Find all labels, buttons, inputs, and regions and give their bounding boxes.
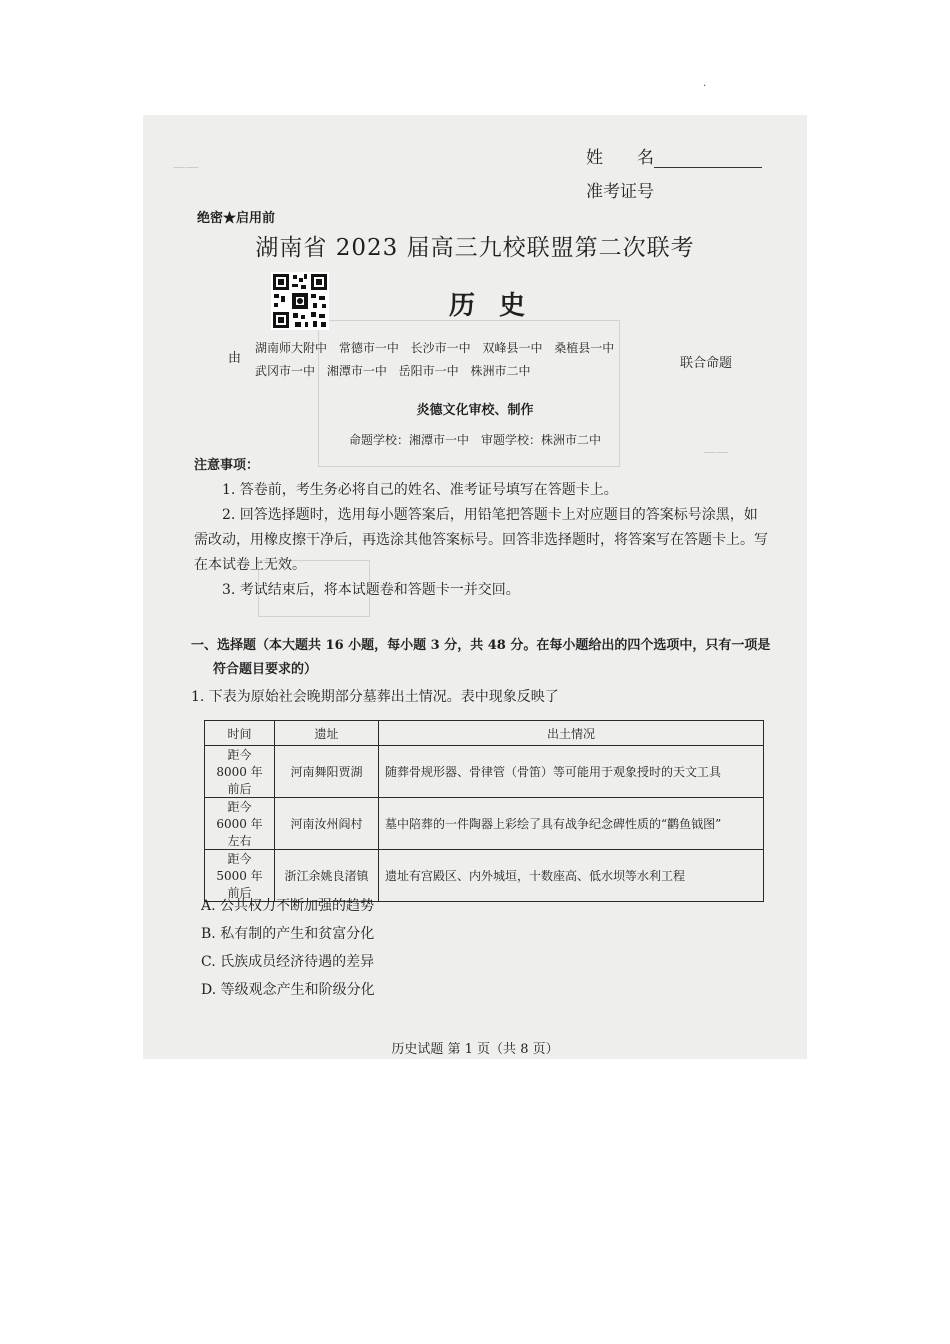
exam-page	[143, 115, 807, 1059]
school-list-line2: 武冈市一中 湘潭市一中 岳阳市一中 株洲市二中	[255, 364, 531, 378]
table-header-finds: 出土情况	[379, 721, 764, 746]
review-credit: 炎德文化审校、制作	[416, 403, 534, 418]
bleed-through-text: ——	[173, 160, 199, 175]
table-cell: 随葬骨规形器、骨律管（骨笛）等可能用于观象授时的天文工具	[379, 746, 764, 798]
subject-title: 历史	[449, 291, 550, 321]
qr-code-icon	[271, 272, 329, 330]
notice-item: 2. 回答选择题时，选用每小题答案后，用铅笔把答题卡上对应题目的答案标号涂黑，如需改动，用橡皮擦干净后，再选涂其他答案标号。回答非选择题时，将答案写在答题卡上。写在本试卷上无效。	[194, 507, 768, 573]
question-stem: 1. 下表为原始社会晚期部分墓葬出土情况。表中现象反映了	[191, 689, 559, 705]
joint-label: 联合命题	[680, 356, 733, 371]
table-row	[205, 798, 764, 850]
option-c[interactable]: C. 氏族成员经济待遇的差异	[201, 954, 375, 970]
option-d[interactable]: D. 等级观念产生和阶级分化	[201, 982, 375, 998]
notice-heading: 注意事项：	[194, 458, 260, 473]
table-cell: 距今 5000 年前后	[205, 850, 275, 902]
section-heading: 一、选择题（本大题共 16 小题，每小题 3 分，共 48 分。在每小题给出的四个选项中，只有一项是	[191, 638, 771, 653]
table-row	[205, 850, 764, 902]
table-cell: 浙江余姚良渚镇	[275, 850, 379, 902]
table-header-time: 时间	[205, 721, 275, 746]
table-cell: 河南汝州阎村	[275, 798, 379, 850]
name-underline[interactable]	[654, 147, 762, 168]
name-field[interactable]	[586, 143, 762, 168]
table-cell: 距今 6000 年左右	[205, 798, 275, 850]
by-label: 由	[228, 351, 242, 366]
authoring-schools: 命题学校：湘潭市一中 审题学校：株洲市二中	[348, 433, 601, 447]
id-label: 准考证号	[586, 182, 654, 202]
table-cell: 遗址有宫殿区、内外城垣，十数座高、低水坝等水利工程	[379, 850, 764, 902]
table-cell: 河南舞阳贾湖	[275, 746, 379, 798]
id-field[interactable]	[586, 177, 654, 202]
excavation-table	[204, 720, 764, 902]
bleed-through-text: ——	[703, 445, 729, 460]
name-label: 姓 名	[586, 148, 654, 168]
table-header-site: 遗址	[275, 721, 379, 746]
table-cell: 墓中陪葬的一件陶器上彩绘了具有战争纪念碑性质的“鹳鱼钺图”	[379, 798, 764, 850]
school-list-line1: 湖南师大附中 常德市一中 长沙市一中 双峰县一中 桑植县一中	[255, 341, 615, 355]
option-a[interactable]: A. 公共权力不断加强的趋势	[201, 898, 375, 914]
corner-mark: .	[703, 78, 707, 89]
notice-item: 3. 考试结束后，将本试题卷和答题卡一并交回。	[222, 582, 520, 598]
option-b[interactable]: B. 私有制的产生和贫富分化	[201, 926, 375, 942]
table-cell: 距今 8000 年前后	[205, 746, 275, 798]
page-footer: 历史试题 第 1 页（共 8 页）	[391, 1042, 559, 1057]
section-heading-cont: 符合题目要求的）	[213, 662, 318, 677]
notice-item: 1. 答卷前，考生务必将自己的姓名、准考证号填写在答题卡上。	[222, 482, 618, 498]
table-row	[205, 746, 764, 798]
exam-title: 湖南省 2023 届高三九校联盟第二次联考	[255, 235, 695, 261]
table-header-row	[205, 721, 764, 746]
secret-label: 绝密★启用前	[197, 211, 276, 226]
